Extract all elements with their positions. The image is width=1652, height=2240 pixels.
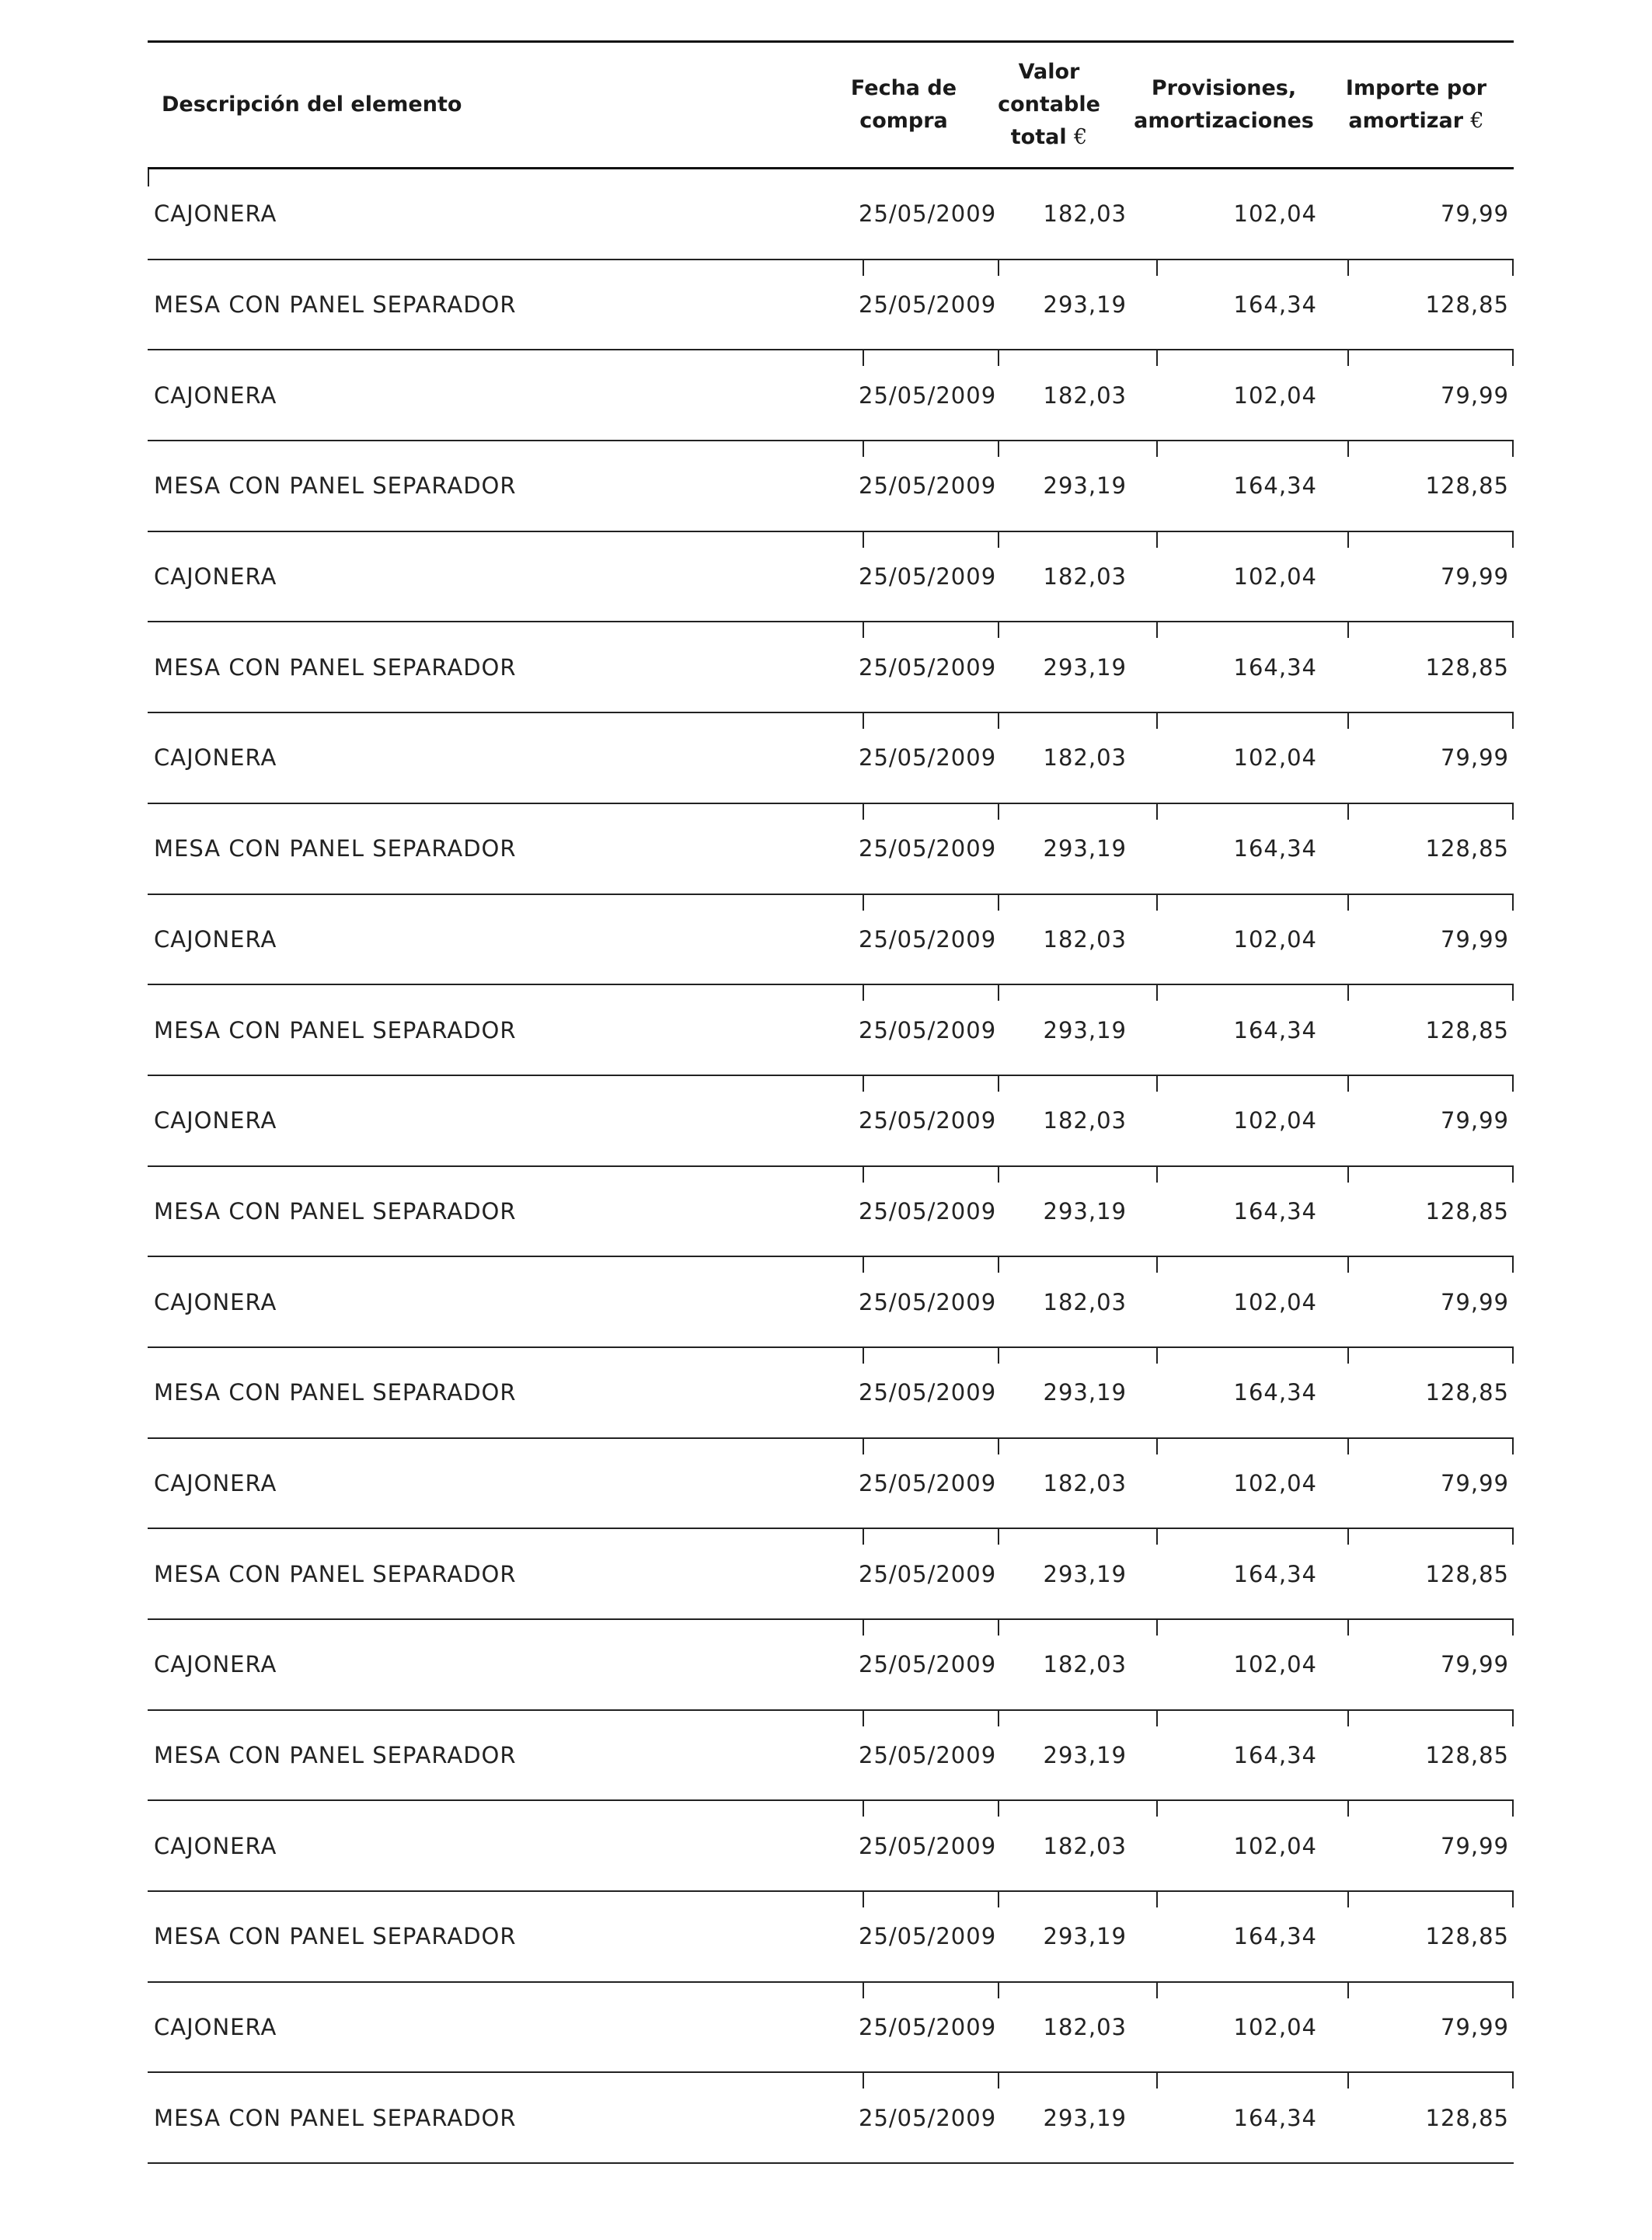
table-row (148, 622, 1514, 713)
header-date-line2: compra (859, 109, 948, 133)
cell-description: MESA CON PANEL SEPARADOR (154, 472, 517, 500)
cell-remaining: 128,85 (1425, 1016, 1509, 1043)
cell-remaining: 128,85 (1425, 1379, 1509, 1406)
cell-purchase-date: 25/05/2009 (859, 1107, 997, 1134)
cell-provisions: 102,04 (1233, 744, 1317, 772)
cell-provisions: 164,34 (1233, 472, 1317, 500)
header-value-unit: € (1074, 125, 1088, 149)
table-row (148, 1983, 1514, 2074)
cell-purchase-date: 25/05/2009 (859, 1560, 997, 1587)
cell-book-value: 182,03 (1043, 1107, 1127, 1134)
cell-book-value: 182,03 (1043, 563, 1127, 590)
cell-purchase-date: 25/05/2009 (859, 2104, 997, 2131)
cell-purchase-date: 25/05/2009 (859, 472, 997, 500)
cell-remaining: 128,85 (1425, 1560, 1509, 1587)
cell-purchase-date: 25/05/2009 (859, 2014, 997, 2041)
cell-provisions: 102,04 (1233, 200, 1317, 228)
header-value-line3-wrap (998, 121, 1100, 154)
cell-provisions: 164,34 (1233, 1016, 1317, 1043)
table-row (148, 169, 1514, 260)
cell-description: CAJONERA (154, 925, 277, 953)
table-row (148, 2073, 1514, 2164)
cell-purchase-date: 25/05/2009 (859, 1379, 997, 1406)
table-row (148, 1892, 1514, 1983)
cell-description: MESA CON PANEL SEPARADOR (154, 1379, 517, 1406)
cell-remaining: 79,99 (1440, 744, 1509, 772)
header-book-value (971, 43, 1127, 167)
cell-description: MESA CON PANEL SEPARADOR (154, 1742, 517, 1769)
table-row (148, 713, 1514, 804)
cell-purchase-date: 25/05/2009 (859, 925, 997, 953)
table-row (148, 1257, 1514, 1348)
cell-provisions: 102,04 (1233, 1107, 1317, 1134)
cell-remaining: 79,99 (1440, 925, 1509, 953)
header-imp-line2-wrap (1346, 105, 1486, 138)
table-row (148, 804, 1514, 895)
cell-remaining: 79,99 (1440, 1288, 1509, 1315)
cell-remaining: 128,85 (1425, 653, 1509, 681)
cell-remaining: 128,85 (1425, 835, 1509, 862)
cell-description: CAJONERA (154, 1832, 277, 1859)
table-row (148, 1620, 1514, 1711)
cell-description: MESA CON PANEL SEPARADOR (154, 2104, 517, 2131)
table-row (148, 1529, 1514, 1620)
cell-provisions: 164,34 (1233, 1923, 1317, 1950)
cell-purchase-date: 25/05/2009 (859, 291, 997, 319)
table-row (148, 895, 1514, 986)
cell-description: CAJONERA (154, 744, 277, 772)
cell-provisions: 102,04 (1233, 1469, 1317, 1496)
cell-remaining: 128,85 (1425, 2104, 1509, 2131)
cell-book-value: 293,19 (1043, 1379, 1127, 1406)
cell-tick (1512, 1711, 1514, 1726)
cell-book-value: 182,03 (1043, 200, 1127, 228)
cell-book-value: 182,03 (1043, 381, 1127, 409)
cell-purchase-date: 25/05/2009 (859, 200, 997, 228)
cell-purchase-date: 25/05/2009 (859, 744, 997, 772)
cell-description: MESA CON PANEL SEPARADOR (154, 1560, 517, 1587)
cell-purchase-date: 25/05/2009 (859, 381, 997, 409)
cell-purchase-date: 25/05/2009 (859, 1923, 997, 1950)
cell-book-value: 182,03 (1043, 1832, 1127, 1859)
cell-remaining: 79,99 (1440, 1469, 1509, 1496)
table-body (148, 169, 1514, 2164)
cell-book-value: 182,03 (1043, 1469, 1127, 1496)
header-prov-line1: Provisiones, (1151, 76, 1297, 100)
cell-tick (1512, 1529, 1514, 1545)
table-row (148, 1167, 1514, 1258)
cell-purchase-date: 25/05/2009 (859, 1469, 997, 1496)
cell-provisions: 164,34 (1233, 1379, 1317, 1406)
cell-tick (1512, 1801, 1514, 1817)
cell-tick (1512, 532, 1514, 548)
cell-tick (1512, 804, 1514, 820)
cell-provisions: 102,04 (1233, 2014, 1317, 2041)
cell-tick (1512, 350, 1514, 366)
cell-tick (1512, 1257, 1514, 1273)
cell-purchase-date: 25/05/2009 (859, 835, 997, 862)
cell-purchase-date: 25/05/2009 (859, 1742, 997, 1769)
header-remaining (1321, 43, 1511, 167)
cell-tick (1512, 1439, 1514, 1454)
cell-purchase-date: 25/05/2009 (859, 1288, 997, 1315)
cell-tick (1512, 895, 1514, 911)
asset-table (148, 40, 1514, 2164)
header-value-line2: contable (998, 92, 1100, 117)
table-row (148, 1801, 1514, 1892)
cell-description: MESA CON PANEL SEPARADOR (154, 291, 517, 319)
cell-remaining: 128,85 (1425, 1923, 1509, 1950)
cell-description: CAJONERA (154, 1651, 277, 1678)
cell-description: CAJONERA (154, 563, 277, 590)
cell-provisions: 164,34 (1233, 1197, 1317, 1225)
cell-book-value: 182,03 (1043, 744, 1127, 772)
cell-description: CAJONERA (154, 2014, 277, 2041)
cell-description: CAJONERA (154, 381, 277, 409)
table-row (148, 532, 1514, 623)
cell-book-value: 293,19 (1043, 1923, 1127, 1950)
cell-book-value: 182,03 (1043, 1651, 1127, 1678)
cell-purchase-date: 25/05/2009 (859, 1651, 997, 1678)
cell-purchase-date: 25/05/2009 (859, 563, 997, 590)
table-row (148, 985, 1514, 1076)
cell-book-value: 182,03 (1043, 2014, 1127, 2041)
cell-book-value: 182,03 (1043, 925, 1127, 953)
table-row (148, 1439, 1514, 1530)
cell-provisions: 164,34 (1233, 291, 1317, 319)
header-imp-unit: € (1470, 109, 1484, 133)
header-value-line3: total (1010, 125, 1067, 149)
cell-remaining: 79,99 (1440, 1651, 1509, 1678)
cell-description: MESA CON PANEL SEPARADOR (154, 1197, 517, 1225)
cell-description: CAJONERA (154, 1288, 277, 1315)
cell-remaining: 128,85 (1425, 1742, 1509, 1769)
cell-purchase-date: 25/05/2009 (859, 1197, 997, 1225)
cell-remaining: 128,85 (1425, 1197, 1509, 1225)
cell-book-value: 293,19 (1043, 1197, 1127, 1225)
cell-book-value: 182,03 (1043, 1288, 1127, 1315)
cell-provisions: 102,04 (1233, 563, 1317, 590)
table-row (148, 1348, 1514, 1439)
cell-book-value: 293,19 (1043, 653, 1127, 681)
header-value-line1: Valor (1018, 60, 1080, 84)
cell-provisions: 164,34 (1233, 1560, 1317, 1587)
cell-book-value: 293,19 (1043, 835, 1127, 862)
cell-description: CAJONERA (154, 200, 277, 228)
cell-tick (1512, 1983, 1514, 1998)
cell-provisions: 164,34 (1233, 1742, 1317, 1769)
cell-description: CAJONERA (154, 1107, 277, 1134)
cell-remaining: 128,85 (1425, 291, 1509, 319)
cell-description: MESA CON PANEL SEPARADOR (154, 1923, 517, 1950)
corner-tick (148, 169, 149, 186)
cell-book-value: 293,19 (1043, 472, 1127, 500)
table-row (148, 260, 1514, 351)
cell-tick (1512, 260, 1514, 276)
cell-description: MESA CON PANEL SEPARADOR (154, 835, 517, 862)
cell-book-value: 293,19 (1043, 1016, 1127, 1043)
cell-tick (1512, 985, 1514, 1001)
cell-provisions: 164,34 (1233, 2104, 1317, 2131)
cell-tick (1512, 622, 1514, 638)
cell-tick (1512, 1892, 1514, 1907)
cell-remaining: 79,99 (1440, 563, 1509, 590)
cell-remaining: 79,99 (1440, 1832, 1509, 1859)
cell-provisions: 102,04 (1233, 1288, 1317, 1315)
cell-remaining: 128,85 (1425, 472, 1509, 500)
header-provisions (1131, 43, 1317, 167)
cell-purchase-date: 25/05/2009 (859, 1832, 997, 1859)
cell-tick (1512, 1348, 1514, 1364)
header-description-text: Descripción del elemento (162, 92, 462, 117)
header-purchase-date (838, 43, 970, 167)
cell-tick (1512, 713, 1514, 729)
cell-book-value: 293,19 (1043, 2104, 1127, 2131)
cell-provisions: 102,04 (1233, 1832, 1317, 1859)
cell-provisions: 164,34 (1233, 653, 1317, 681)
cell-provisions: 164,34 (1233, 835, 1317, 862)
cell-remaining: 79,99 (1440, 2014, 1509, 2041)
cell-tick (1512, 1620, 1514, 1636)
header-description (162, 43, 462, 167)
header-imp-line1: Importe por (1345, 76, 1487, 100)
cell-book-value: 293,19 (1043, 1742, 1127, 1769)
cell-description: MESA CON PANEL SEPARADOR (154, 1016, 517, 1043)
cell-purchase-date: 25/05/2009 (859, 653, 997, 681)
cell-book-value: 293,19 (1043, 291, 1127, 319)
table-row (148, 1076, 1514, 1167)
cell-description: MESA CON PANEL SEPARADOR (154, 653, 517, 681)
cell-description: CAJONERA (154, 1469, 277, 1496)
header-imp-line2: amortizar (1348, 109, 1464, 133)
cell-provisions: 102,04 (1233, 925, 1317, 953)
cell-provisions: 102,04 (1233, 381, 1317, 409)
header-prov-line2: amortizaciones (1134, 109, 1314, 133)
cell-remaining: 79,99 (1440, 200, 1509, 228)
cell-provisions: 102,04 (1233, 1651, 1317, 1678)
table-row (148, 1711, 1514, 1802)
table-row (148, 350, 1514, 441)
cell-purchase-date: 25/05/2009 (859, 1016, 997, 1043)
header-date-line1: Fecha de (850, 76, 957, 100)
table-header (148, 40, 1514, 169)
cell-tick (1512, 1076, 1514, 1092)
cell-remaining: 79,99 (1440, 1107, 1509, 1134)
cell-book-value: 293,19 (1043, 1560, 1127, 1587)
cell-tick (1512, 1167, 1514, 1183)
cell-tick (1512, 441, 1514, 457)
cell-tick (1512, 2073, 1514, 2088)
cell-remaining: 79,99 (1440, 381, 1509, 409)
table-row (148, 441, 1514, 532)
